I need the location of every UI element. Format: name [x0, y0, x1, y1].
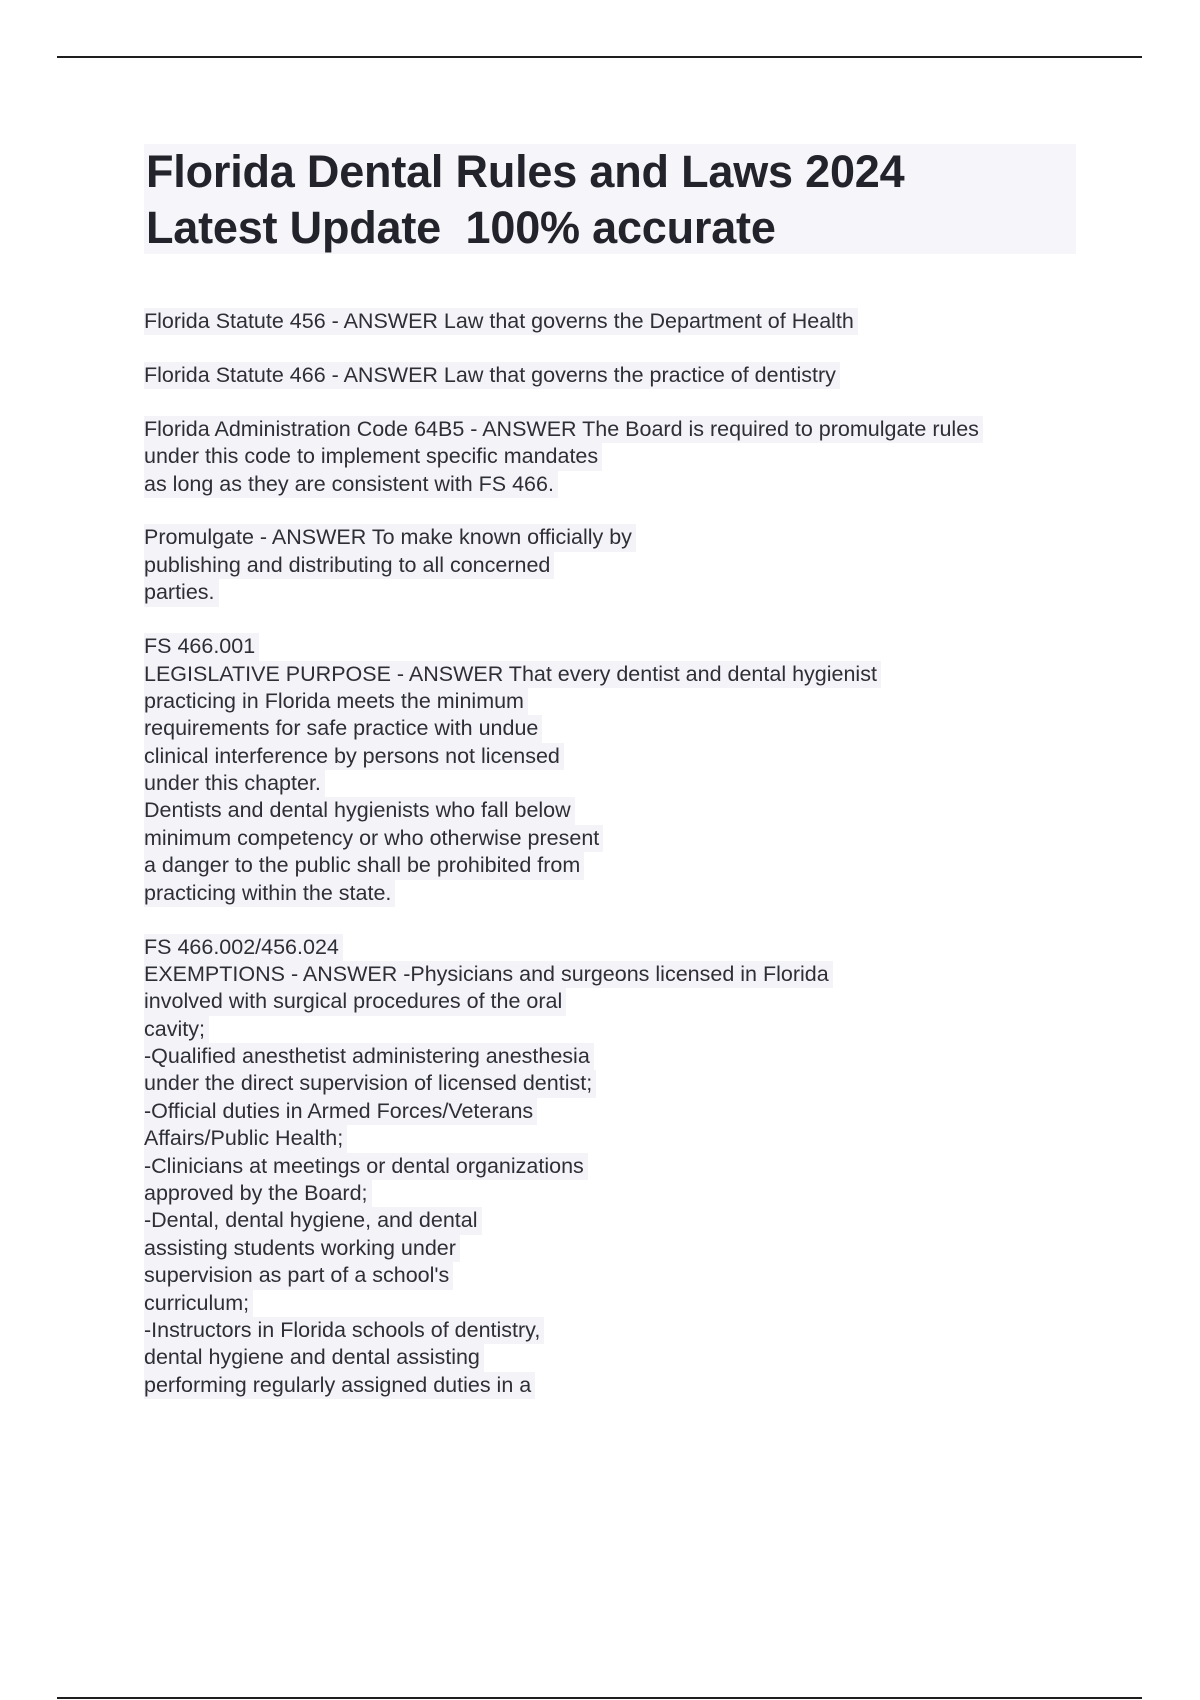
entry-line: LEGISLATIVE PURPOSE - ANSWER That every dentist and dental hygienist	[144, 661, 881, 688]
entry-line: assisting students working under	[144, 1235, 460, 1262]
entry-line: Florida Statute 466 - ANSWER Law that governs the practice of dentistry	[144, 362, 840, 389]
entry-line: -Dental, dental hygiene, and dental	[144, 1207, 482, 1234]
entry-line: under this chapter.	[144, 770, 325, 797]
entry-line: EXEMPTIONS - ANSWER -Physicians and surgeons licensed in Florida	[144, 961, 833, 988]
entry-line: under this code to implement specific mandates	[144, 443, 602, 470]
qa-entry-fs-466	[144, 362, 1084, 389]
entry-line: FS 466.002/456.024	[144, 934, 343, 961]
entry-line: Affairs/Public Health;	[144, 1125, 347, 1152]
entry-line: -Qualified anesthetist administering anesthesia	[144, 1043, 594, 1070]
entry-line: supervision as part of a school's	[144, 1262, 453, 1289]
qa-entry-promulgate	[144, 524, 1084, 606]
entry-line: a danger to the public shall be prohibited from	[144, 852, 584, 879]
entry-line: publishing and distributing to all concerned	[144, 552, 554, 579]
footer-rule	[57, 1697, 1142, 1699]
entry-line: -Clinicians at meetings or dental organizations	[144, 1153, 588, 1180]
entry-line: performing regularly assigned duties in a	[144, 1372, 535, 1399]
title-line-1: Florida Dental Rules and Laws 2024	[146, 146, 905, 197]
header-rule	[57, 56, 1142, 58]
qa-entry-fac-64b5	[144, 416, 1084, 498]
entry-line: Dentists and dental hygienists who fall below	[144, 797, 575, 824]
entry-line: Florida Administration Code 64B5 - ANSWER The Board is required to promulgate rules	[144, 416, 983, 443]
entry-line: clinical interference by persons not licensed	[144, 743, 564, 770]
document-title	[144, 144, 1076, 256]
entry-line: practicing within the state.	[144, 880, 395, 907]
qa-entry-legislative-purpose	[144, 633, 1084, 907]
entry-line: under the direct supervision of licensed dentist;	[144, 1070, 596, 1097]
entry-line: -Official duties in Armed Forces/Veterans	[144, 1098, 537, 1125]
entry-line: parties.	[144, 579, 219, 606]
entry-line: Promulgate - ANSWER To make known officially by	[144, 524, 636, 551]
qa-entry-exemptions	[144, 934, 1084, 1400]
qa-entry-fs-456	[144, 308, 1084, 335]
entry-line: involved with surgical procedures of the oral	[144, 988, 566, 1015]
title-line-2: Latest Update 100% accurate	[146, 202, 776, 253]
entry-line: FS 466.001	[144, 633, 259, 660]
entry-line: Florida Statute 456 - ANSWER Law that governs the Department of Health	[144, 308, 858, 335]
entry-line: requirements for safe practice with undue	[144, 715, 542, 742]
entry-line: as long as they are consistent with FS 466.	[144, 471, 558, 498]
document-body	[144, 308, 1084, 1426]
entry-line: -Instructors in Florida schools of dentistry,	[144, 1317, 544, 1344]
entry-line: approved by the Board;	[144, 1180, 372, 1207]
entry-line: minimum competency or who otherwise present	[144, 825, 603, 852]
entry-line: cavity;	[144, 1016, 209, 1043]
entry-line: practicing in Florida meets the minimum	[144, 688, 528, 715]
entry-line: dental hygiene and dental assisting	[144, 1344, 484, 1371]
title-block	[144, 144, 1076, 254]
entry-line: curriculum;	[144, 1290, 253, 1317]
